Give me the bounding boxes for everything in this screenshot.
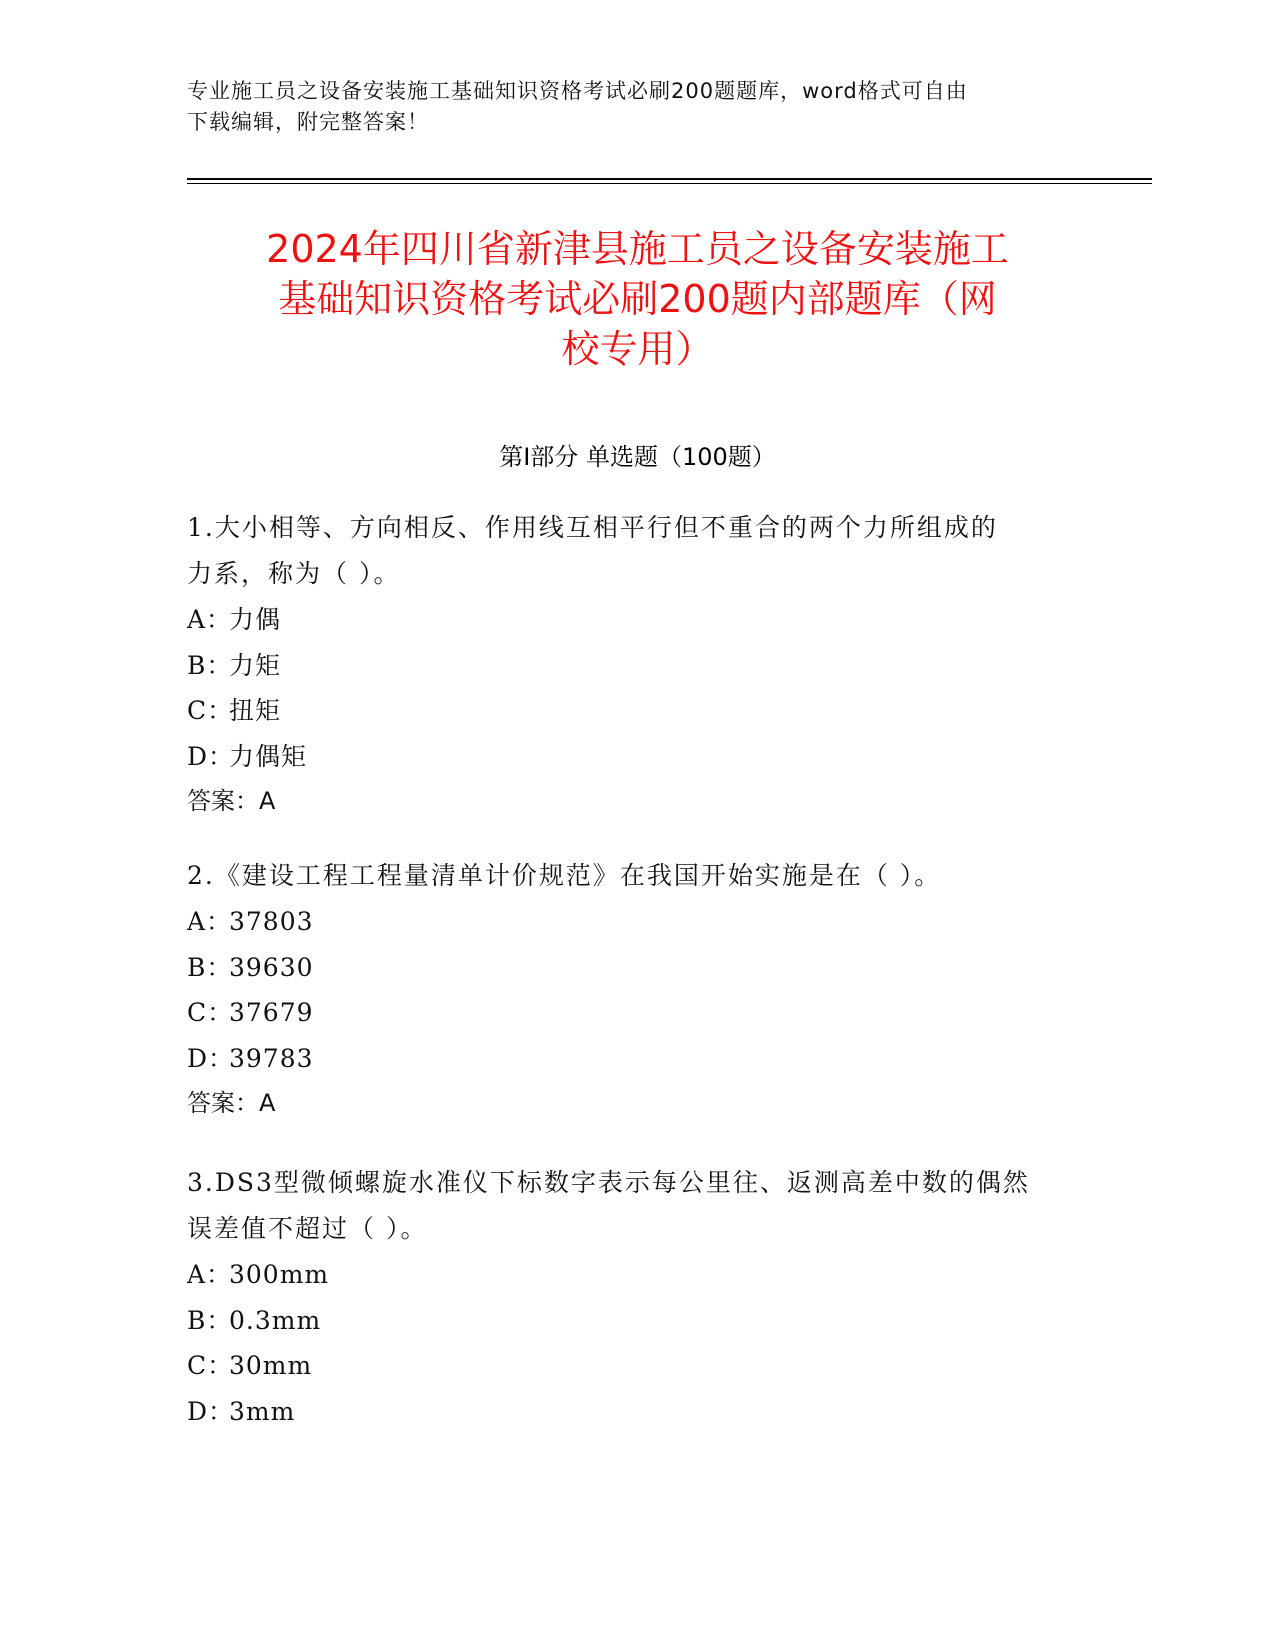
option-text: 力偶: [229, 605, 282, 634]
header-divider-thin: [187, 183, 1152, 184]
option-d: [187, 734, 1087, 780]
answer-line: 答案：A: [187, 787, 276, 815]
option-label: C：: [187, 998, 234, 1027]
option-label: A：: [187, 1260, 233, 1289]
option-b: [187, 1298, 1087, 1344]
option-c: [187, 1343, 1087, 1389]
option-label: D：: [187, 1043, 235, 1073]
header-divider-thick: [187, 178, 1152, 180]
question-stem: 力系，称为（ ）。: [187, 559, 401, 588]
page-header: [187, 76, 1087, 138]
option-label: D：: [187, 741, 235, 771]
option-text: 300mm: [229, 1260, 330, 1289]
option-text: 0.3mm: [229, 1305, 322, 1335]
question-3: [187, 1160, 1087, 1434]
option-text: 37679: [229, 998, 314, 1027]
option-a: [187, 899, 1087, 945]
option-label: B：: [187, 1305, 233, 1335]
option-text: 39630: [229, 952, 314, 982]
option-text: 力偶矩: [229, 741, 308, 771]
option-label: B：: [187, 952, 233, 982]
option-c: [187, 990, 1087, 1036]
option-b: [187, 643, 1087, 689]
option-text: 39783: [229, 1043, 314, 1073]
option-label: D：: [187, 1396, 235, 1426]
section-heading: 第Ⅰ部分 单选题（100题）: [499, 443, 776, 471]
option-a: [187, 1252, 1087, 1298]
title-line-2: 基础知识资格考试必刷200题内部题库（网: [278, 277, 997, 321]
option-d: [187, 1036, 1087, 1082]
option-b: [187, 945, 1087, 991]
title-line-3: 校专用）: [561, 327, 714, 371]
question-stem: 误差值不超过（ ）。: [187, 1214, 428, 1243]
option-text: 37803: [229, 907, 314, 936]
option-text: 力矩: [229, 650, 282, 680]
answer-line: 答案：A: [187, 1089, 276, 1117]
question-stem: 2.《建设工程工程量清单计价规范》在我国开始实施是在（ ）。: [187, 861, 942, 890]
option-a: [187, 597, 1087, 643]
option-label: A：: [187, 907, 233, 936]
option-label: C：: [187, 1351, 234, 1380]
document-title: [150, 224, 1125, 374]
option-label: C：: [187, 696, 234, 725]
option-label: A：: [187, 605, 233, 634]
title-line-1: 2024年四川省新津县施工员之设备安装施工: [266, 227, 1009, 271]
question-stem: 1.大小相等、方向相反、作用线互相平行但不重合的两个力所组成的: [187, 513, 998, 542]
option-text: 30mm: [229, 1351, 313, 1380]
question-1: [187, 505, 1087, 824]
question-stem: 3.DS3型微倾螺旋水准仪下标数字表示每公里往、返测高差中数的偶然: [187, 1168, 1030, 1197]
header-line-1: 专业施工员之设备安装施工基础知识资格考试必刷200题题库，word格式可自由: [187, 79, 968, 103]
option-text: 扭矩: [229, 696, 282, 725]
option-d: [187, 1389, 1087, 1435]
header-line-2: 下载编辑，附完整答案！: [187, 110, 429, 134]
option-text: 3mm: [229, 1396, 296, 1426]
option-label: B：: [187, 650, 233, 680]
option-c: [187, 688, 1087, 734]
question-2: [187, 853, 1087, 1126]
